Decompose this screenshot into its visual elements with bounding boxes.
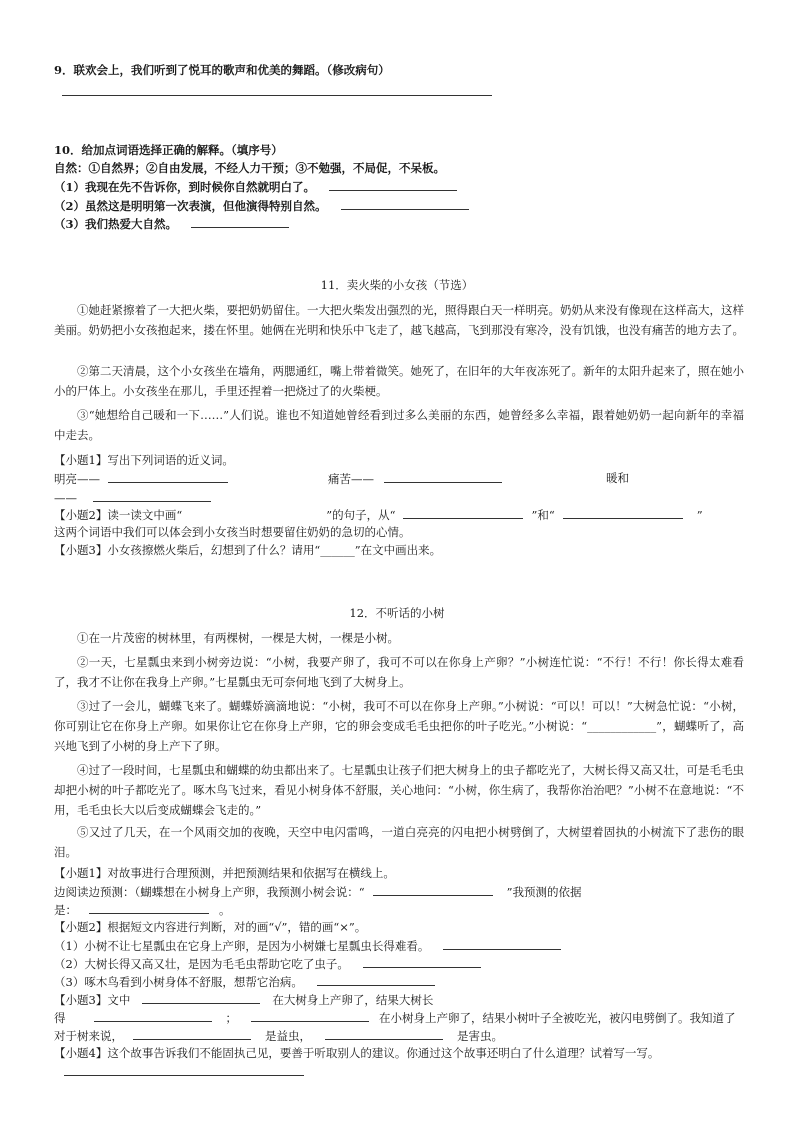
q12-sub2-item-1 <box>54 937 561 954</box>
word-bright: 明亮—— <box>54 472 100 486</box>
q11-sub1-word-pain <box>328 470 502 487</box>
q12-sub3-part-f: 对于树来说， <box>54 1029 123 1043</box>
q12-sub1-part-a: 边阅读边预测：（蝴蝶想在小树身上产卵，我预测小树会说：“ <box>54 885 365 899</box>
q11-sub2-part-b: ”的句子，从“ <box>326 508 396 522</box>
q12-sub1-part-b: ”我预测的依据 <box>506 885 582 899</box>
q12-title: 12．不听话的小树 <box>349 606 445 620</box>
q12-sub4-label: 【小题4】 <box>54 1046 108 1060</box>
q12-sub4 <box>54 1045 659 1061</box>
q12-sub3-part-g: 是益虫， <box>265 1029 311 1043</box>
q10-definition: 自然：①自然界；②自由发展，不经人力干预；③不勉强，不局促，不呆板。 <box>54 161 445 175</box>
q11-sub1-words-row1 <box>54 470 228 487</box>
q12-sub2-item-2-text: （2）大树长得又高又壮，是因为毛毛虫帮助它吃了虫子。 <box>54 957 349 971</box>
blank-bright[interactable] <box>108 470 228 483</box>
q12-sub2 <box>54 919 366 935</box>
q11-sub1-label: 【小题1】 <box>54 453 108 467</box>
q12-sub3-blank-5[interactable] <box>325 1027 443 1040</box>
q12-sub3-label: 【小题3】 <box>54 993 108 1007</box>
q10-item-3-blank[interactable] <box>191 215 289 228</box>
q11-sub1-words-row2 <box>54 489 211 506</box>
q11-sub2 <box>54 506 703 523</box>
q12-sub2-item-3 <box>54 973 435 990</box>
q11-sub2-part-d: ” <box>696 508 703 522</box>
word-warm-dash: —— <box>54 491 77 505</box>
q12-sub1-row2 <box>54 901 231 918</box>
q11-sub1 <box>54 452 234 468</box>
q12-sub2-text: 根据短文内容进行判断，对的画“√”，错的画“×”。 <box>107 920 367 934</box>
q12-sub2-item-1-text: （1）小树不让七星瓢虫在它身上产卵，是因为小树嫌七星瓢虫长得难看。 <box>54 939 430 953</box>
word-warm: 暖和 <box>606 471 629 485</box>
q12-sub2-item-1-blank[interactable] <box>443 937 561 950</box>
q12-sub3-part-a: 文中 <box>107 993 131 1007</box>
q10-item-3-text: （3）我们热爱大自然。 <box>54 217 178 231</box>
q12-sub1-blank-2[interactable] <box>89 901 209 914</box>
q12-sub1-row1 <box>54 883 582 900</box>
q12-paragraph-2: ②一天，七星瓢虫来到小树旁边说：“小树，我要产卵了，我可不可以在你身上产卵？”小树连忙说：“不行！不行！你长得太难看了，我才不让你在我身上产卵。”七星瓢虫无可奈何地飞到了大树身上。 <box>54 655 744 689</box>
q12-sub2-item-3-blank[interactable] <box>317 973 435 986</box>
q12-sub3-part-c: 得 <box>54 1011 66 1025</box>
q12-sub4-text: 这个故事告诉我们不能固执己见，要善于听取别人的建议。你通过这个故事还明白了什么道理？试着写一写。 <box>107 1046 660 1060</box>
q12-paragraph-3: ③过了一会儿，蝴蝶飞来了。蝴蝶娇滴滴地说：“小树，我可不可以在你身上产卵。”小树说：“可以！可以！”大树急忙说：“小树，你可别让它在你身上产卵。如果你让它在你身上产卵，它的卵会变成毛毛虫把你的叶子吃光。”小树说：“____________”，蝴蝶听了，高兴地飞到了小树的身上产下了卵。 <box>54 699 744 753</box>
q11-sub1-text: 写出下列词语的近义词。 <box>107 453 234 467</box>
q12-sub3-blank-2[interactable] <box>94 1009 212 1022</box>
q11-sub3-label: 【小题3】 <box>54 543 108 557</box>
q11-sub2-part-c: ”和“ <box>531 508 555 522</box>
q12-sub3-part-d: ； <box>225 1011 237 1025</box>
q12-sub4-answer-line[interactable] <box>64 1075 304 1076</box>
q11-paragraph-2: ②第二天清晨，这个小女孩坐在墙角，两腮通红，嘴上带着微笑。她死了，在旧年的大年夜冻死了。新年的太阳升起来了，照在她小小的尸体上。小女孩坐在那儿，手里还捏着一把烧过了的火柴梗。 <box>54 364 744 398</box>
q12-sub1 <box>54 865 395 881</box>
q12-sub3-row2 <box>54 1009 736 1026</box>
q11-paragraph-3: ③“她想给自己暖和一下……”人们说。谁也不知道她曾经看到过多么美丽的东西，她曾经多么幸福，跟着她奶奶一起向新年的幸福中走去。 <box>54 408 744 442</box>
blank-pain[interactable] <box>384 470 502 483</box>
blank-warm[interactable] <box>93 489 211 502</box>
q10-item-2-blank[interactable] <box>341 197 469 210</box>
q10-item-2 <box>54 197 469 214</box>
q12-sub1-text: 对故事进行合理预测，并把预测结果和依据写在横线上。 <box>107 866 395 880</box>
q12-paragraph-4: ④过了一段时间，七星瓢虫和蝴蝶的幼虫都出来了。七星瓢虫让孩子们把大树身上的虫子都吃光了，大树长得又高又壮，可是毛毛虫却把小树的叶子都吃光了。啄木鸟飞过来，看见小树身体不舒服，关心地问：“小树，你生病了，我帮你治治吧？”小树不在意地说：“不用，毛毛虫长大以后变成蝴蝶会飞走的。” <box>54 763 744 817</box>
q11-sub2-blank-2[interactable] <box>563 506 683 519</box>
q12-sub2-item-2-blank[interactable] <box>363 955 481 968</box>
q12-sub1-part-c: 是： <box>54 903 77 917</box>
q12-sub1-blank-1[interactable] <box>373 883 493 896</box>
q12-paragraph-5: ⑤又过了几天，在一个风雨交加的夜晚，天空中电闪雷鸣，一道白亮亮的闪电把小树劈倒了，大树望着固执的小树流下了悲伤的眼泪。 <box>54 825 744 859</box>
q10-item-1-text: （1）我现在先不告诉你，到时候你自然就明白了。 <box>54 180 315 194</box>
q11-title: 11．卖火柴的小女孩（节选） <box>320 278 474 292</box>
q12-sub2-label: 【小题2】 <box>54 920 108 934</box>
q12-sub2-item-3-text: （3）啄木鸟看到小树身体不舒服，想帮它治病。 <box>54 975 303 989</box>
q10-title: 10．给加点词语选择正确的解释。（填序号） <box>54 143 283 157</box>
q11-sub2-label: 【小题2】 <box>54 508 108 522</box>
q12-sub3-part-h: 是害虫。 <box>457 1029 503 1043</box>
word-pain: 痛苦—— <box>328 472 374 486</box>
q11-sub2-blank-1[interactable] <box>403 506 523 519</box>
q10-item-2-text: （2）虽然这是明明第一次表演，但他演得特别自然。 <box>54 199 327 213</box>
q12-sub2-item-2 <box>54 955 481 972</box>
q9-answer-line[interactable] <box>62 95 492 96</box>
q11-sub2-line2: 这两个词语中我们可以体会到小女孩当时想要留住奶奶的急切的心情。 <box>54 525 411 539</box>
q12-sub3-blank-1[interactable] <box>142 991 260 1004</box>
q11-sub2-part-a: 读一读文中画“ <box>107 508 183 522</box>
q11-paragraph-1: ①她赶紧擦着了一大把火柴，要把奶奶留住。一大把火柴发出强烈的光，照得跟白天一样明亮。奶奶从来没有像现在这样高大，这样美丽。奶奶把小女孩抱起来，搂在怀里。她俩在光明和快乐中飞走了，越飞越高，飞到那没有寒冷，没有饥饿，也没有痛苦的地方去了。 <box>54 303 744 337</box>
q10-item-1 <box>54 178 457 195</box>
q12-paragraph-1: ①在一片茂密的树林里，有两棵树，一棵是大树，一棵是小树。 <box>77 631 399 645</box>
q12-sub3-row3 <box>54 1027 503 1044</box>
q12-sub1-label: 【小题1】 <box>54 866 108 880</box>
q12-sub3-blank-4[interactable] <box>133 1027 251 1040</box>
q10-item-3 <box>54 215 289 232</box>
q11-sub3-text: 小女孩擦燃火柴后，幻想到了什么？请用“______”在文中画出来。 <box>107 543 442 557</box>
q12-sub3-blank-3[interactable] <box>251 1009 369 1022</box>
q12-sub3-part-e: 在小树身上产卵了，结果小树叶子全被吃光，被闪电劈倒了。我知道了 <box>379 1011 736 1025</box>
q12-sub3-row1 <box>54 991 433 1008</box>
q10-item-1-blank[interactable] <box>329 178 457 191</box>
q9-text: 9．联欢会上，我们听到了悦耳的歌声和优美的舞蹈。（修改病句） <box>54 63 390 77</box>
q12-sub1-part-d: 。 <box>219 903 231 917</box>
q12-sub3-part-b: 在大树身上产卵了，结果大树长 <box>272 993 434 1007</box>
q11-sub3 <box>54 542 441 558</box>
